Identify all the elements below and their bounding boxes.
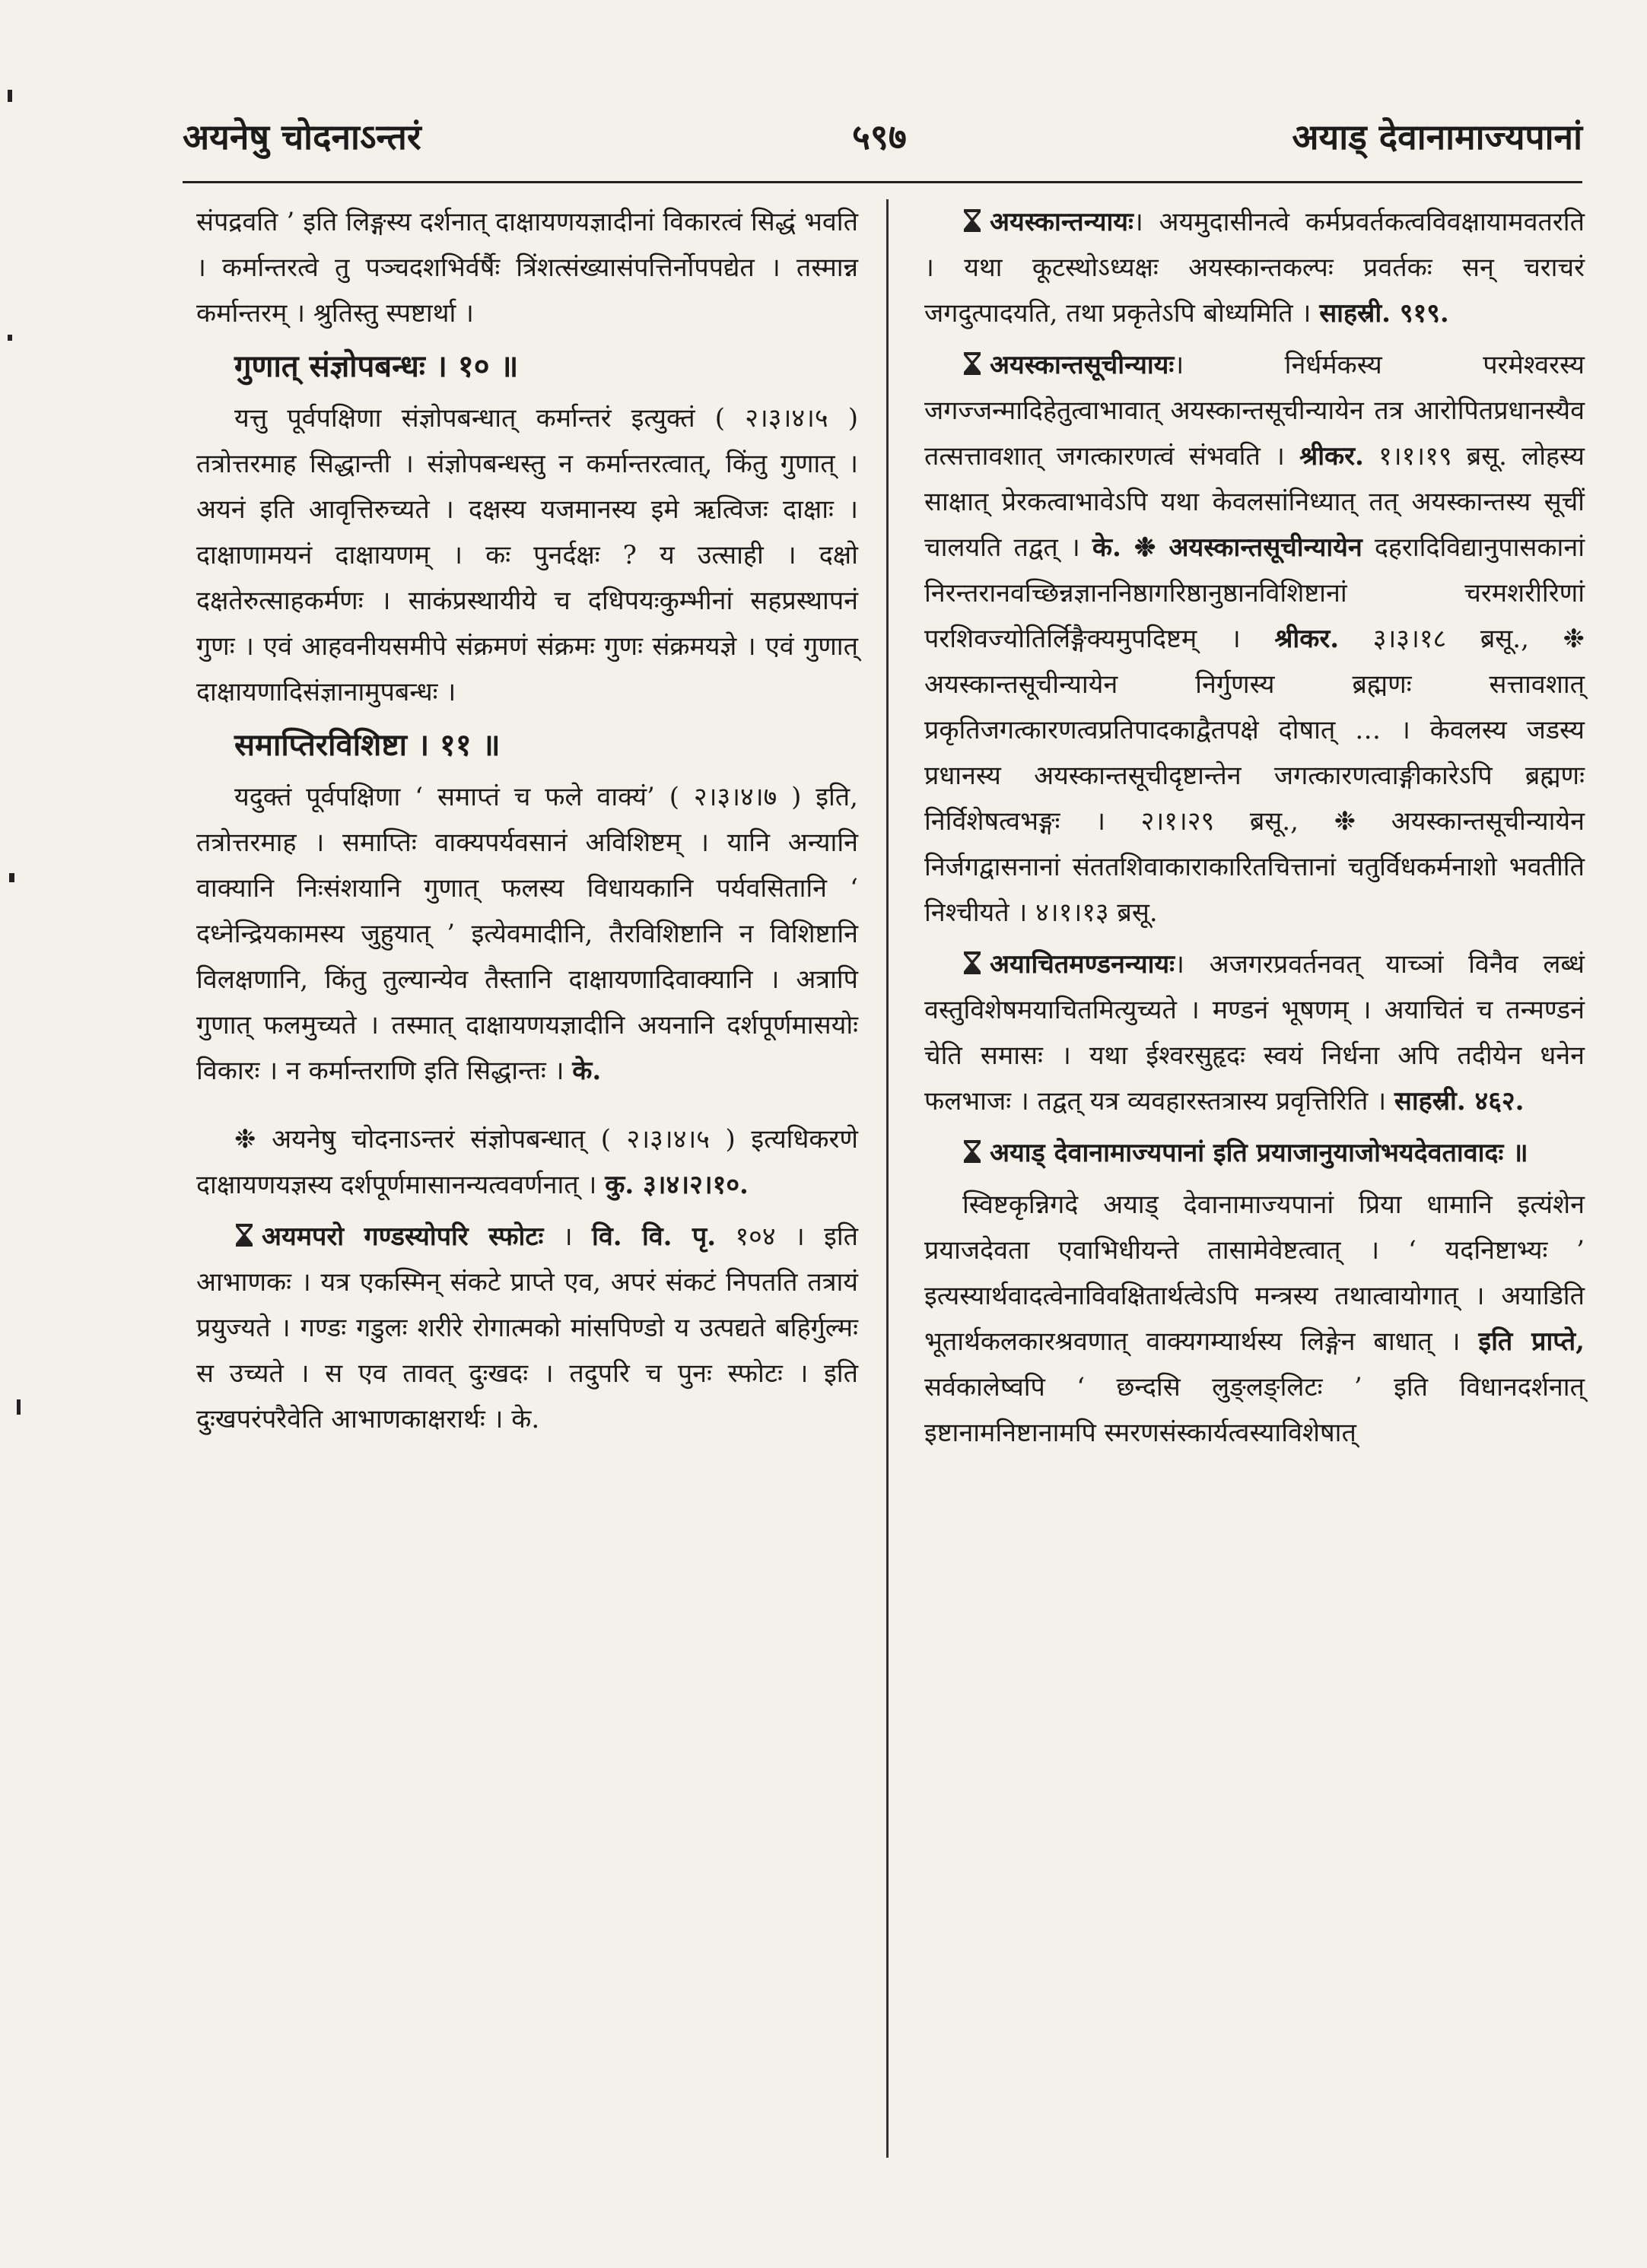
sutra-heading: गुणात् संज्ञोपबन्धः । १० ॥ (234, 348, 519, 384)
hourglass-icon (234, 1222, 254, 1248)
running-head-right: अयाड् देवानामाज्यपानां (1292, 116, 1582, 157)
paragraph: संपद्रवति ’ इति लिङ्गस्य दर्शनात् दाक्षायणयज्ञादीनां विकारत्वं सिद्धं भवति । कर्मान्तरत्वे तु पञ्चदशभिर्वर्षैः त्रिंशत्संख्यासंपत्तिर्नोपपद्येत । तस्मान्न कर्मान्तरम् । श्रुतिस्तु स्पष्टार्था । (196, 207, 858, 329)
entry-body: । अजगरप्रवर्तनवत् याच्ञां विनैव लब्धं वस्तुविशेषमयाचितमित्युच्यते । मण्डनं भूषणम् । अयाचितं च तन्मण्डनं चेति समासः । यथा ईश्वरसुहृदः स्वयं निर्धना अपि तदीयेन धनेन फलभाजः । तद्वत् यत्र व्यवहारस्तत्रास्य प्रवृत्तिरिति । (924, 949, 1585, 1117)
entry-headword: अयाड् देवानामाज्यपानां इति प्रयाजानुयाजोभयदेवतावादः ॥ (990, 1138, 1528, 1168)
sutra-heading: समाप्तिरविशिष्टा । ११ ॥ (234, 727, 501, 763)
entry-headword: अयस्कान्तसूचीन्यायः (990, 350, 1175, 380)
entry-body: सर्वकालेष्वपि ‘ छन्दसि लुङ्लङ्लिटः ’ इति विधानदर्शनात् इष्टानामनिष्टानामपि स्मरणसंस्कार्यत्वस्याविशेषात् (924, 1372, 1585, 1448)
entry-headword: अयाचितमण्डनन्यायः (990, 949, 1175, 980)
source-reference: कु. ३।४।२।१०. (605, 1170, 749, 1200)
paragraph-text: ❉ अयनेषु चोदनाऽन्तरं संज्ञोपबन्धात् ( २।३।४।५ ) इत्यधिकरणे दाक्षायणयज्ञस्य दर्शपूर्णमासानन्यत्ववर्णनात् । (196, 1124, 858, 1200)
paragraph (924, 1182, 1585, 1456)
entry-body: । अयमुदासीनत्वे कर्मप्रवर्तकत्वविवक्षायामवतरति । यथा कूटस्थोऽध्यक्षः अयस्कान्तकल्पः प्रवर्तकः सन् चराचरं जगदुत्पादयति, तथा प्रकृतेऽपि बोध्यमिति । (924, 207, 1585, 329)
source-reference: वि. वि. पृ. (592, 1221, 717, 1252)
hourglass-icon (962, 351, 982, 376)
running-head (183, 113, 1582, 173)
paragraph: यत्तु पूर्वपक्षिणा संज्ञोपबन्धात् कर्मान्तरं इत्युक्तं ( २।३।४।५ ) तत्रोत्तरमाह सिद्धान्ती । संज्ञोपबन्धस्तु न कर्मान्तरत्वात्, किंतु गुणात् । अयनं इति आवृत्तिरुच्यते । दक्षस्य यजमानस्य इमे ऋत्विजः दाक्षाः । दाक्षाणामयनं दाक्षायणम् । कः पुनर्दक्षः ? य उत्साही । दक्षो दक्षतेरुत्साहकर्मणः । साकंप्रस्थायीये च दधिपयःकुम्भीनां सहप्रस्थापनं गुणः । एवं आहवनीयसमीपे संक्रमणं संक्रमः गुणः संक्रमयज्ञे । एवं गुणात् दाक्षायणादिसंज्ञानामुपबन्धः । (196, 403, 858, 707)
paragraph (196, 774, 858, 1094)
entry-body: । निर्धर्मकस्य परमेश्वरस्य जगज्जन्मादिहेतुत्वाभावात् अयस्कान्तसूचीन्यायेन तत्र आरोपितप्रधानस्यैव तत्सत्तावशात् जगत्कारणत्वं संभवति । (924, 350, 1585, 472)
scan-mark (8, 335, 12, 341)
scan-mark (17, 1399, 21, 1415)
hourglass-icon (962, 950, 982, 976)
entry-body: १।१।१९ ब्रसू. लोहस्य साक्षात् प्रेरकत्वाभावेऽपि यथा केवलसांनिध्यात् तत् अयस्कान्तस्य सूचीं चालयति तद्वत् । (924, 441, 1585, 563)
scan-mark (9, 873, 14, 882)
scan-mark (8, 90, 12, 102)
entry-body: स्विष्टकृन्निगदे अयाड् देवानामाज्यपानां प्रिया धामानि इत्यंशेन प्रयाजदेवता एवाभिधीयन्ते तासामेवेष्टत्वात् । ‘ यदनिष्टाभ्यः ’ इत्यस्यार्थवादत्वेनाविवक्षितार्थत्वेऽपि मन्त्रस्य तथात्वायोगात् । अयाडिति भूतार्थकलकारश्रवणात् वाक्यगम्यार्थस्य लिङ्गेन बाधात् । (924, 1190, 1585, 1357)
dictionary-entry (924, 199, 1585, 336)
dictionary-entry: अयमपरो गण्डस्योपरि स्फोटः । वि. वि. पृ. १०४ । इति आभाणकः । यत्र एकस्मिन् संकटे प्राप्ते एव, अपरं संकटं निपतति तत्रायं प्रयुज्यते । गण्डः गडुलः शरीरे रोगात्मको मांसपिण्डो य उत्पद्यते बहिर्गुल्मः स उच्यते । स एव तावत् दुःखदः । तदुपरि च पुनः स्फोटः । इति दुःखपरंपरैवेति आभाणकाक्षरार्थः । के. (196, 1221, 859, 1434)
dictionary-entry (924, 1130, 1585, 1176)
header-rule (183, 181, 1582, 183)
source-reference: साहस्री. ४६२. (1394, 1086, 1525, 1117)
emphasis-text: इति प्राप्ते, (1478, 1326, 1585, 1357)
entry-headword: अयस्कान्तन्यायः (990, 207, 1134, 237)
column-divider (886, 199, 889, 2158)
page-number: ५९७ (852, 116, 907, 157)
hourglass-icon (962, 208, 982, 233)
left-column (196, 199, 858, 1448)
entry-body: दहरादिविद्यानुपासकानां निरन्तरानवच्छिन्नज्ञाननिष्ठागरिष्ठानुष्ठानविशिष्टानां चरमशरीरिणां परशिवज्योतिर्लिङ्गैक्यमुपदिष्टम् । (924, 532, 1585, 654)
entry-body: १०४ । इति आभाणकः । यत्र एकस्मिन् संकटे प्राप्ते एव, अपरं संकटं निपतति तत्रायं प्रयुज्यते । गण्डः गडुलः शरीरे रोगात्मको मांसपिण्डो य उत्पद्यते बहिर्गुल्मः स उच्यते । स एव तावत् दुःखदः । तदुपरि च पुनः स्फोटः । इति दुःखपरंपरैवेति आभाणकाक्षरार्थः । के. (196, 1221, 859, 1434)
entry-body: ३।३।१८ ब्रसू., ❉ अयस्कान्तसूचीन्यायेन निर्गुणस्य ब्रह्मणः सत्तावशात् प्रकृतिजगत्कारणत्वप्रतिपादकाद्वैतपक्षे दोषात् … । केवलस्य जडस्य प्रधानस्य अयस्कान्तसूचीदृष्टान्तेन जगत्कारणत्वाङ्गीकारेऽपि ब्रह्मणः निर्विशेषत्वभङ्गः । २।१।२९ ब्रसू., ❉ अयस्कान्तसूचीन्यायेन निर्जगद्वासनानां संततशिवाकाराकारितचित्तानां चतुर्विधकर्मनाशो भवतीति निश्चीयते । ४।१।१३ ब्रसू. (924, 624, 1585, 928)
running-head-left: अयनेषु चोदनाऽन्तरं (183, 116, 421, 157)
dictionary-entry (924, 342, 1585, 935)
source-reference: साहस्री. ९१९. (1319, 298, 1449, 329)
paragraph-text: यदुक्तं पूर्वपक्षिणा ‘ समाप्तं च फले वाक्यं’ ( २।३।४।७ ) इति, तत्रोत्तरमाह । समाप्तिः वाक्यपर्यवसानं अविशिष्टम् । यानि अन्यानि वाक्यानि निःसंशयानि गुणात् फलस्य विधायकानि पर्यवसितानि ‘ दध्नेन्द्रियकामस्य जुहुयात् ’ इत्येवमादीनि, तैरविशिष्टानि न विशिष्टानि विलक्षणानि, किंतु तुल्यान्येव तैस्तानि दाक्षायणादिवाक्यानि । अत्रापि गुणात् फलमुच्यते । तस्मात् दाक्षायणयज्ञादीनि अयनानि दर्शपूर्णमासयोः विकारः । न कर्मान्तराणि इति सिद्धान्तः । (196, 782, 858, 1086)
source-reference: श्रीकर. (1299, 441, 1364, 472)
entry-headword: अयमपरो गण्डस्योपरि स्फोटः (262, 1221, 544, 1252)
source-reference: के. ❉ अयस्कान्तसूचीन्यायेन (1092, 532, 1362, 563)
hourglass-icon (962, 1139, 982, 1164)
right-column (924, 199, 1585, 1462)
dictionary-entry (924, 942, 1585, 1124)
source-reference: श्रीकर. (1274, 624, 1340, 654)
paragraph (196, 1117, 858, 1208)
source-reference: के. (572, 1056, 602, 1086)
